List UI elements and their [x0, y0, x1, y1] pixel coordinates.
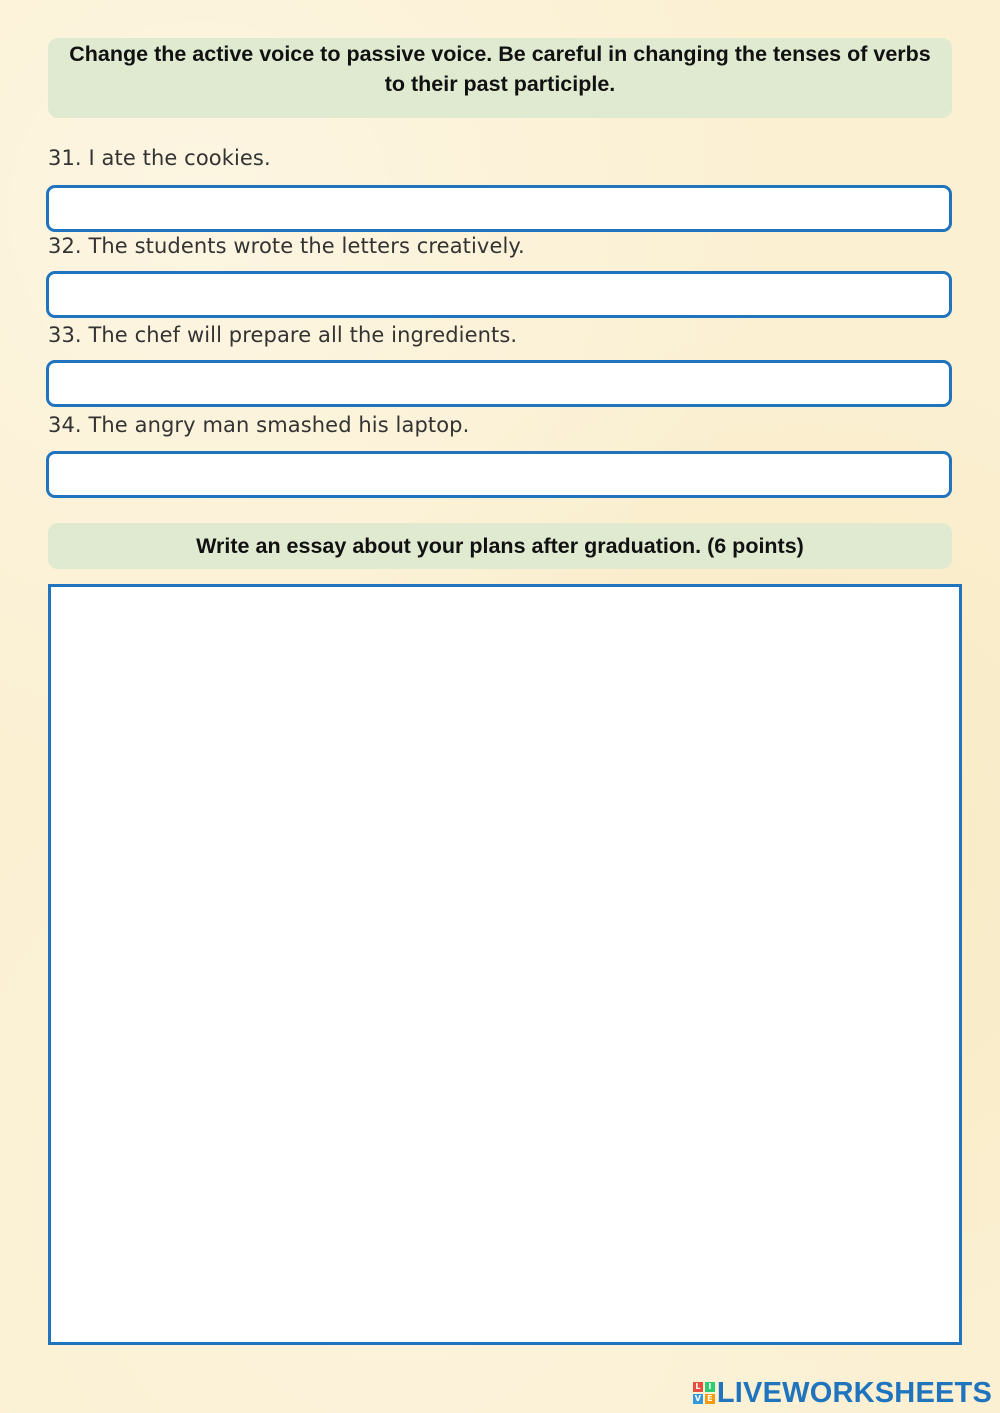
- question-31: 31. I ate the cookies.: [48, 146, 271, 170]
- logo-cell: V: [694, 1394, 701, 1403]
- logo-cell: I: [705, 1382, 715, 1392]
- answer-input-33[interactable]: [46, 360, 952, 407]
- logo-cell: E: [705, 1394, 715, 1404]
- logo-text: LIVEWORKSHEETS: [716, 1376, 992, 1409]
- answer-input-31[interactable]: [46, 185, 952, 232]
- instruction-banner-essay: [48, 523, 952, 569]
- essay-instruction-text: Write an essay about your plans after graduation. (6 points): [196, 534, 804, 558]
- question-34: 34. The angry man smashed his laptop.: [48, 413, 470, 437]
- instruction-text: Change the active voice to passive voice. Be careful in changing the tenses of verbs to their past participle.: [69, 42, 931, 96]
- question-32: 32. The students wrote the letters creatively.: [48, 234, 525, 258]
- logo-cell: L: [693, 1382, 703, 1392]
- question-33: 33. The chef will prepare all the ingredients.: [48, 323, 518, 347]
- instruction-banner-passive-voice: [48, 38, 952, 118]
- answer-input-34[interactable]: [46, 451, 952, 498]
- logo-grid-icon: [693, 1382, 715, 1404]
- essay-textarea[interactable]: [48, 584, 962, 1345]
- answer-input-32[interactable]: [46, 271, 952, 318]
- liveworksheets-logo: [693, 1378, 992, 1408]
